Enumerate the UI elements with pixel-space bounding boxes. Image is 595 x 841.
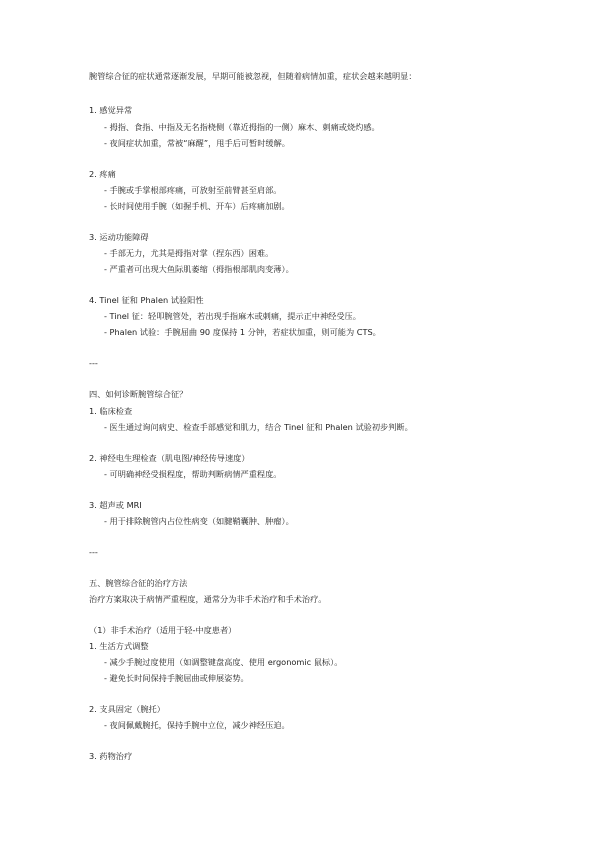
symptom-3-bullet-2: - 严重者可出现大鱼际肌萎缩（拇指根部肌肉变薄）。 xyxy=(104,264,294,274)
diagnosis-1-title: 1. 临床检查 xyxy=(89,406,133,416)
separator-1: --- xyxy=(89,358,98,368)
diagnosis-3-bullet-1: - 用于排除腕管内占位性病变（如腱鞘囊肿、肿瘤）。 xyxy=(104,516,294,526)
symptom-3-title: 3. 运动功能障碍 xyxy=(89,232,149,242)
symptom-2-bullet-2: - 长时间使用手腕（如握手机、开车）后疼痛加剧。 xyxy=(104,201,290,211)
symptom-3-bullet-1: - 手部无力，尤其是拇指对掌（捏东西）困难。 xyxy=(104,248,274,258)
symptom-4-title: 4. Tinel 征和 Phalen 试验阳性 xyxy=(89,295,204,305)
section-5-description: 治疗方案取决于病情严重程度，通常分为非手术治疗和手术治疗。 xyxy=(89,594,327,604)
diagnosis-2-bullet-1: - 可明确神经受损程度，帮助判断病情严重程度。 xyxy=(104,469,282,479)
subsection-1-heading: （1）非手术治疗（适用于轻-中度患者） xyxy=(89,625,237,635)
section-4-heading: 四、如何诊断腕管综合征？ xyxy=(89,389,188,399)
diagnosis-3-title: 3. 超声或 MRI xyxy=(89,500,142,510)
treatment-2-bullet-1: - 夜间佩戴腕托，保持手腕中立位，减少神经压迫。 xyxy=(104,720,290,730)
treatment-2-title: 2. 支具固定（腕托） xyxy=(89,704,165,714)
symptom-2-title: 2. 疼痛 xyxy=(89,169,116,179)
symptom-1-bullet-1: - 拇指、食指、中指及无名指桡侧（靠近拇指的一侧）麻木、刺痛或烧灼感。 xyxy=(104,122,380,132)
treatment-1-bullet-2: - 避免长时间保持手腕屈曲或伸展姿势。 xyxy=(104,673,249,683)
symptom-4-bullet-2: - Phalen 试验：手腕屈曲 90 度保持 1 分钟，若症状加重，则可能为 CTS。 xyxy=(104,327,381,337)
diagnosis-1-bullet-1: - 医生通过询问病史、检查手部感觉和肌力，结合 Tinel 征和 Phalen 试验初步判断。 xyxy=(104,422,413,432)
symptom-1-title: 1. 感觉异常 xyxy=(89,105,133,115)
symptom-2-bullet-1: - 手腕或手掌根部疼痛，可放射至前臂甚至肩部。 xyxy=(104,185,282,195)
separator-2: --- xyxy=(89,547,98,557)
symptom-1-bullet-2: - 夜间症状加重，常被“麻醒”，甩手后可暂时缓解。 xyxy=(104,138,290,148)
intro-paragraph: 腕管综合征的症状通常逐渐发展，早期可能被忽视，但随着病情加重，症状会越来越明显： xyxy=(89,71,417,81)
symptom-4-bullet-1: - Tinel 征：轻叩腕管处，若出现手指麻木或刺痛，提示正中神经受压。 xyxy=(104,311,361,321)
diagnosis-2-title: 2. 神经电生理检查（肌电图/神经传导速度） xyxy=(89,453,250,463)
treatment-1-title: 1. 生活方式调整 xyxy=(89,641,149,651)
treatment-3-title: 3. 药物治疗 xyxy=(89,751,133,761)
treatment-1-bullet-1: - 减少手腕过度使用（如调整键盘高度、使用 ergonomic 鼠标）。 xyxy=(104,657,343,667)
section-5-heading: 五、腕管综合征的治疗方法 xyxy=(89,578,188,588)
